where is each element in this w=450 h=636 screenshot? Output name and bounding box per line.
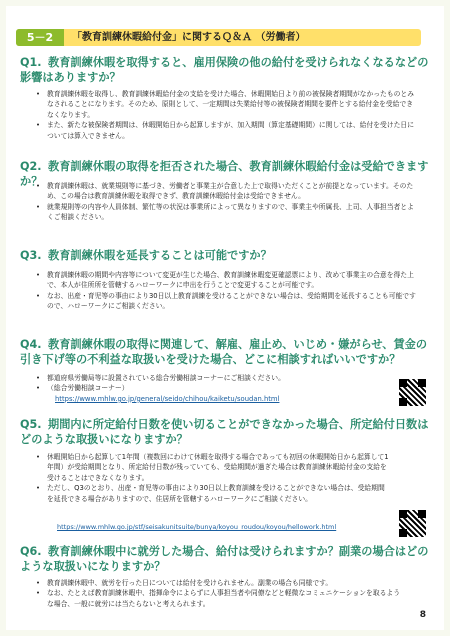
question-number: Q4. (20, 338, 42, 351)
answer-list-4 (36, 373, 386, 404)
question-number: Q6. (20, 545, 42, 558)
question-number: Q5. (20, 418, 42, 431)
answer-item: • 教育訓練休暇を取得し、教育訓練休暇給付金の支給を受けた場合、休暇開始日より前の被保険者期間がなかったものとみなされることになります。そのため、原則として、一定期間は失業給付等の被保険者期間を要件とする給付金を受給できなくなります。 (36, 89, 416, 120)
qr-code-hellowork (398, 509, 427, 538)
question-text: 教育訓練休暇の取得に関連して、解雇、雇止め、いじめ・嫌がらせ、賃金の引き下げ等の不利益な取扱いを受けた場合、どこに相談すればいいですか？ (20, 338, 428, 366)
document-page (6, 6, 444, 630)
answer-note-item (36, 383, 386, 404)
question-3 (20, 249, 435, 264)
answer-item: • また、新たな被保険者期間は、休暇開始日から起算しますが、加入期間（算定基礎期間）に関しては、給付を受けた日については算入できません。 (36, 120, 416, 141)
hellowork-link[interactable]: https://www.mhlw.go.jp/stf/seisakunitsuite/bunya/koyou_roudou/koyou/hellowork.html (57, 523, 337, 531)
question-number: Q3. (20, 249, 42, 262)
question-6 (20, 545, 435, 574)
section-title: 「教育訓練休暇給付金」に関するＱ＆Ａ （労働者） (72, 32, 306, 43)
question-4 (20, 338, 435, 367)
qr-code-consultation (398, 378, 427, 407)
question-text: 教育訓練休暇中に就労した場合、給付は受けられますか？副業の場合はどのような取扱いになりますか？ (20, 545, 429, 573)
answer-item: • 休暇開始日から起算して1年間（複数回にわけて休暇を取得する場合であっても初回の休暇開始日から起算して1年間）が受給期間となり、所定給付日数が残っていても、受給期間が過ぎた場合は教育訓練休暇給付金の支給を受けることはできなくなります。 (36, 452, 391, 483)
answer-list-1 (36, 89, 416, 141)
consultation-link[interactable]: https://www.mhlw.go.jp/general/seido/chihou/kaiketu/soudan.html (55, 394, 280, 403)
section-header (16, 29, 421, 46)
question-text: 教育訓練休暇を延長することは可能ですか？ (48, 249, 272, 262)
section-number: 5－2 (16, 29, 64, 46)
answer-item: • ただし、Q3のとおり、出産・育児等の事由により30日以上教育訓練を受けることができない場合は、受給期間を延長できる場合がありますので、住居所を管轄するハローワークにご相談ください。 (36, 483, 391, 504)
question-text: 教育訓練休暇を取得すると、雇用保険の他の給付を受けられなくなるなどの影響はありますか？ (20, 56, 429, 84)
question-number: Q2. (20, 160, 42, 173)
answer-list-6 (36, 578, 401, 609)
question-5 (20, 418, 435, 447)
answer-list-3 (36, 270, 416, 312)
answer-note: （総合労働相談コーナー） (47, 384, 129, 393)
question-text: 期間内に所定給付日数を使い切ることができなかった場合、所定給付日数はどのような取扱いになりますか？ (20, 418, 429, 446)
answer-item: • なお、たとえば教育訓練休暇中、指揮命令によらずに人事担当者や同僚などと軽微なコミュニケーションを取るような場合、一般に就労には当たらないと考えられます。 (36, 588, 401, 609)
answer-item: • 都道府県労働局等に設置されている総合労働相談コーナーにご相談ください。 (36, 373, 386, 383)
answer-item: • 教育訓練休暇中、就労を行った日については給付を受けられません。副業の場合も同様です。 (36, 578, 401, 588)
question-text: 教育訓練休暇の取得を拒否された場合、教育訓練休暇給付金は受給できますか？ (20, 160, 429, 188)
question-1 (20, 56, 435, 85)
answer-list-5 (36, 452, 391, 504)
page-number: 8 (419, 610, 426, 620)
answer-item: • なお、出産・育児等の事由により30日以上教育訓練を受けることができない場合は、受給期間を延長することも可能ですので、ハローワークにご相談ください。 (36, 291, 416, 312)
answer-item: • 教育訓練休暇は、就業規則等に基づき、労働者と事業主が合意した上で取得いただくことが前提となっています。そのため、この場合は教育訓練休暇を取得できず、教育訓練休暇給付金は受給できません。 (36, 181, 416, 202)
answer-list-2 (36, 181, 416, 223)
question-number: Q1. (20, 56, 42, 69)
answer-item: • 就業規則等の内容や人員体制、繁忙等の状況は事業所によって異なりますので、事業主や所属長、上司、人事担当者とよくご相談ください。 (36, 202, 416, 223)
answer-item: • 教育訓練休暇の期間や内容等について変更が生じた場合、教育訓練休暇変更確認票により、改めて事業主の合意を得た上で、本人が住所所を管轄するハローワークに申出を行うことで変更することが可能です。 (36, 270, 416, 291)
